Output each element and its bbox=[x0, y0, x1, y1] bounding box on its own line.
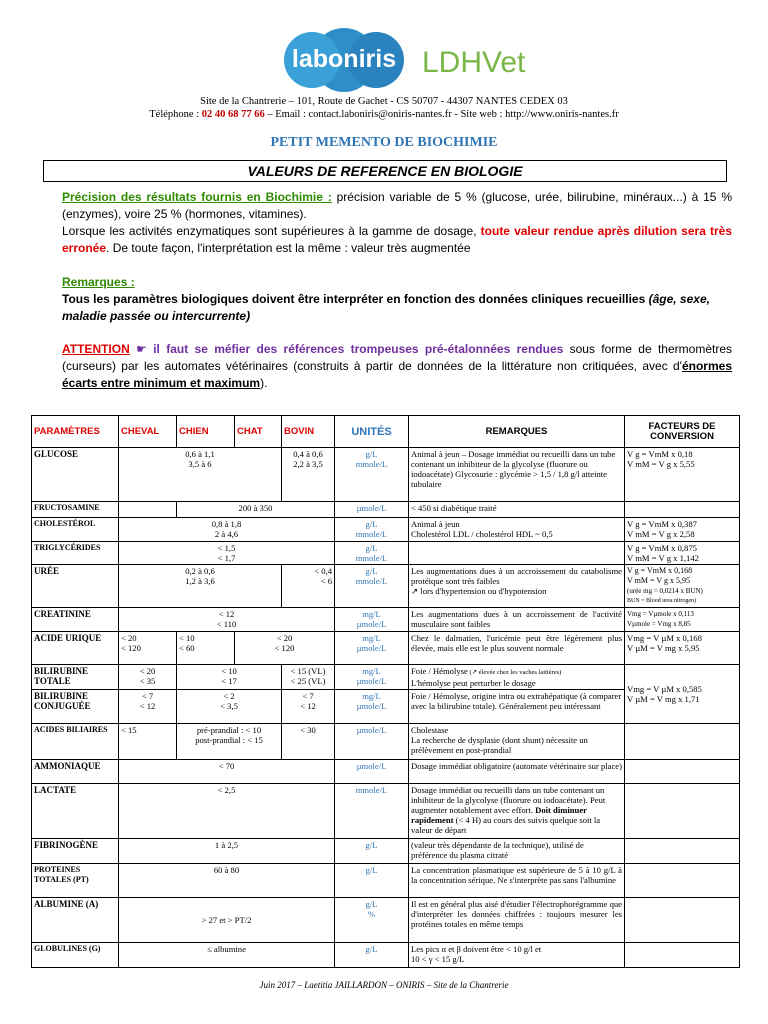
unit-line: mg/L bbox=[362, 666, 381, 676]
precision-paragraph bbox=[62, 189, 732, 257]
value-line: < 12 bbox=[139, 701, 156, 711]
unit-line: g/L bbox=[365, 543, 378, 553]
factor-line: Vµmole = Vmg x 8,85 bbox=[627, 620, 691, 628]
value-line: 1,2 à 3,6 bbox=[185, 576, 215, 586]
unit-line: % bbox=[367, 909, 376, 919]
value-cell: 200 à 350 bbox=[177, 502, 335, 518]
factor-line: V µM = V mg x 5,95 bbox=[627, 643, 700, 653]
factor-line: (urée mg = 0,0214 x BUN) bbox=[627, 587, 703, 595]
col-header-bovin: BOVIN bbox=[282, 416, 335, 448]
unit-line: mg/L bbox=[362, 633, 381, 643]
attention-paragraph bbox=[62, 341, 732, 392]
value-cell bbox=[235, 632, 335, 665]
unit-line: mg/L bbox=[362, 609, 381, 619]
value-cell bbox=[119, 665, 177, 690]
precision-text: précision variable de 5 % (glucose, urée, bilirubine, minéraux...) à 15 % (enzymes), voire 25 % (hormones, vitamines). bbox=[62, 190, 732, 221]
unit-line: µmole/L bbox=[356, 676, 387, 686]
unit-line: µmole/L bbox=[356, 619, 387, 629]
factor-line: Vmg = V µM x 0,585 bbox=[627, 684, 702, 694]
table-row bbox=[32, 518, 740, 542]
factor-line: V g = VmM x 0,387 bbox=[627, 519, 697, 529]
value-line: < 3,5 bbox=[220, 701, 238, 711]
param-name bbox=[32, 690, 119, 724]
factor-cell bbox=[625, 943, 740, 968]
factor-cell bbox=[625, 542, 740, 565]
phone-number: 02 40 68 77 66 bbox=[201, 109, 265, 120]
unit-line: g/L bbox=[365, 519, 378, 529]
param-name: CHOLESTÉROL bbox=[32, 518, 119, 542]
table-row bbox=[32, 943, 740, 968]
param-name: LACTATE bbox=[32, 784, 119, 839]
remarques-text-a: Tous les paramètres biologiques doivent être interpréter en fonction des données cliniques recueillies bbox=[62, 292, 649, 306]
remark-cell: Chez le dalmatien, l'uricémie peut être légèrement plus élevée, mais elle est le plus souvent normale bbox=[409, 632, 625, 665]
value-line: < 1,7 bbox=[217, 553, 236, 563]
param-name: GLOBULINES (G) bbox=[32, 943, 119, 968]
param-name: GLUCOSE bbox=[32, 448, 119, 502]
factor-line: V µM = V mg x 1,71 bbox=[627, 694, 700, 704]
table-row bbox=[32, 864, 740, 898]
remark-line bbox=[411, 666, 622, 678]
unit-cell: µmole/L bbox=[335, 502, 409, 518]
param-name: TRIGLYCÉRIDES bbox=[32, 542, 119, 565]
ldhvet-logo-text: LDHVet bbox=[422, 46, 526, 79]
remark-line: Cholestase bbox=[411, 725, 449, 735]
value-line: < 25 (VL) bbox=[290, 676, 326, 686]
value-line: < 20 bbox=[139, 666, 156, 676]
factor-cell bbox=[625, 518, 740, 542]
unit-cell: g/L bbox=[335, 864, 409, 898]
value-cell bbox=[177, 724, 282, 760]
value-line: 0,2 à 0,6 bbox=[185, 566, 215, 576]
table-row bbox=[32, 502, 740, 518]
attention-text: sous forme de thermomètres (curseurs) par les automates vétérinaires (construits à partir de données de la littérature non critiquées, avec d' bbox=[62, 342, 732, 373]
factor-cell bbox=[625, 665, 740, 724]
unit-line: mmole/L bbox=[355, 459, 388, 469]
remark-cell bbox=[409, 518, 625, 542]
value-cell bbox=[119, 608, 335, 632]
value-line: < 20 bbox=[121, 633, 137, 643]
param-name-line: TOTALES (PT) bbox=[34, 875, 89, 884]
value-line: 3,5 à 6 bbox=[188, 459, 212, 469]
value-cell: 1 à 2,5 bbox=[119, 839, 335, 864]
lab-contact bbox=[0, 108, 768, 121]
param-name: AMMONIAQUE bbox=[32, 760, 119, 784]
table-row bbox=[32, 542, 740, 565]
table-row bbox=[32, 839, 740, 864]
col-header-chien: CHIEN bbox=[177, 416, 235, 448]
unit-cell bbox=[335, 448, 409, 502]
factor-cell bbox=[625, 839, 740, 864]
value-cell: < 2,5 bbox=[119, 784, 335, 839]
param-name: ACIDE URIQUE bbox=[32, 632, 119, 665]
value-line: 0,4 à 0,6 bbox=[293, 449, 323, 459]
ldhvet-logo bbox=[420, 38, 535, 84]
table-row bbox=[32, 448, 740, 502]
col-header-param: PARAMÈTRES bbox=[32, 416, 119, 448]
table-row bbox=[32, 565, 740, 608]
value-line: < 10 bbox=[221, 666, 237, 676]
value-cell bbox=[119, 632, 177, 665]
unit-line: g/L bbox=[365, 566, 378, 576]
unit-cell: µmole/L bbox=[335, 724, 409, 760]
attention-bold: énormes écarts entre minimum et maximum bbox=[62, 359, 732, 390]
factor-line: V g = VmM x 0,875 bbox=[627, 543, 697, 553]
precision-line2-red: toute valeur rendue après dilution sera très erronée bbox=[62, 224, 732, 255]
value-line: < 120 bbox=[274, 643, 295, 653]
factor-cell bbox=[625, 898, 740, 943]
param-name: ACIDES BILIAIRES bbox=[32, 724, 119, 760]
unit-line: mmole/L bbox=[355, 529, 388, 539]
remark-cell bbox=[409, 724, 625, 760]
value-cell bbox=[282, 565, 335, 608]
reference-values-table bbox=[31, 415, 740, 968]
value-cell bbox=[119, 518, 335, 542]
precision-line2-b: . De toute façon, l'interprétation est la même : valeur très augmentée bbox=[106, 241, 471, 255]
remark-text: Dosage immédiat ou recueilli dans un tube contenant un inhibiteur de la glycolyse (fluorure ou iodoacétate). Peut augmenter notablement avec effort. bbox=[411, 785, 606, 815]
factor-line: V mM = V g x 5,95 bbox=[627, 576, 690, 585]
param-name-line: BILIRUBINE bbox=[34, 666, 89, 676]
factor-cell bbox=[625, 760, 740, 784]
col-header-facteurs: FACTEURS DE CONVERSION bbox=[625, 416, 740, 448]
col-header-chat: CHAT bbox=[235, 416, 282, 448]
page-footer: Juin 2017 – Laetitia JAILLARDON – ONIRIS – Site de la Chantrerie bbox=[259, 980, 509, 990]
param-name-line: TOTALE bbox=[34, 676, 71, 686]
value-line: < 17 bbox=[221, 676, 237, 686]
col-header-remarques: REMARQUES bbox=[409, 416, 625, 448]
value-line: < 60 bbox=[179, 643, 195, 653]
value-line: pré-prandial : < 10 bbox=[196, 725, 262, 735]
precision-line2-a: Lorsque les activités enzymatiques sont supérieures à la gamme de dosage, bbox=[62, 224, 481, 238]
param-name-line: BILIRUBINE bbox=[34, 691, 89, 701]
param-name-line: PROTEINES bbox=[34, 865, 81, 874]
param-name: FIBRINOGÈNE bbox=[32, 839, 119, 864]
value-cell: 60 à 80 bbox=[119, 864, 335, 898]
page-title: PETIT MEMENTO DE BIOCHIMIE bbox=[270, 135, 498, 150]
remarques-paragraph bbox=[62, 274, 732, 325]
value-line: < 12 bbox=[300, 701, 316, 711]
unit-cell bbox=[335, 632, 409, 665]
table-row bbox=[32, 665, 740, 690]
factor-line: Vmg = Vµmole x 0,113 bbox=[627, 610, 694, 618]
remark-cell: Animal à jeun – Dosage immédiat ou recueilli dans un tube contenant un inhibiteur de la glycolyse (fluorure ou iodoacétate) Glycosurie : glycémie > 1,5 / 1,8 g/l atteinte tubulaire bbox=[409, 448, 625, 502]
unit-line: µmole/L bbox=[356, 643, 387, 653]
laboniris-logo bbox=[278, 27, 410, 93]
unit-line: g/L bbox=[365, 449, 378, 459]
lab-address: Site de la Chantrerie – 101, Route de Gachet - CS 50707 - 44307 NANTES CEDEX 03 bbox=[200, 96, 568, 107]
unit-cell bbox=[335, 690, 409, 724]
unit-cell bbox=[335, 608, 409, 632]
factor-cell bbox=[625, 502, 740, 518]
value-line: < 35 bbox=[139, 676, 156, 686]
table-row bbox=[32, 632, 740, 665]
factor-cell bbox=[625, 608, 740, 632]
contact-rest: – Email : contact.laboniris@oniris-nantes.fr - Site web : http://www.oniris-nantes.fr bbox=[264, 109, 619, 120]
table-row bbox=[32, 760, 740, 784]
unit-cell: µmole/L bbox=[335, 760, 409, 784]
value-line: 2 à 4,6 bbox=[214, 529, 239, 539]
remarques-text-b: (âge, sexe, maladie passée ou intercurrente) bbox=[62, 292, 710, 323]
table-header-row bbox=[32, 416, 740, 448]
remark-cell: (valeur très dépendante de la technique), utilisé de préférence du plasma citraté bbox=[409, 839, 625, 864]
remark-cell: Foie / Hémolyse, origine intra ou extrahépatique (à comparer avec la bilirubine totale). Généralement peu intéressant bbox=[409, 690, 625, 724]
value-cell bbox=[177, 665, 282, 690]
factor-cell bbox=[625, 784, 740, 839]
unit-cell bbox=[335, 565, 409, 608]
precision-label: Précision des résultats fournis en Biochimie : bbox=[62, 190, 332, 204]
remark-line: La recherche de dysplasie (dont shunt) nécessite un prélèvement en post-prandial bbox=[411, 735, 588, 755]
value-cell bbox=[282, 690, 335, 724]
pointing-hand-icon: ☛ bbox=[136, 342, 147, 356]
factor-cell bbox=[625, 724, 740, 760]
remark-cell bbox=[409, 565, 625, 608]
remark-line: ↗ lors d'hypertension ou d'hypotension bbox=[411, 586, 547, 596]
col-header-unites: UNITÉS bbox=[335, 416, 409, 448]
table-row bbox=[32, 724, 740, 760]
value-cell bbox=[119, 542, 335, 565]
remark-text: (< 4 H) au cours des suivis quelque soit la valeur de départ bbox=[411, 815, 601, 835]
remark-cell bbox=[409, 542, 625, 565]
param-name bbox=[32, 864, 119, 898]
value-line: < 12 bbox=[218, 609, 235, 619]
remark-bold: Doit diminuer rapidement bbox=[411, 805, 587, 825]
unit-cell bbox=[335, 898, 409, 943]
unit-cell: g/L bbox=[335, 839, 409, 864]
value-line: < 7 bbox=[141, 691, 154, 701]
value-line: < 15 (VL) bbox=[290, 666, 326, 676]
remarques-label: Remarques : bbox=[62, 275, 135, 289]
value-cell: < 30 bbox=[282, 724, 335, 760]
value-line: 0,8 à 1,8 bbox=[211, 519, 242, 529]
unit-cell bbox=[335, 665, 409, 690]
remark-line: Les augmentations dues à un accroissement du catabolisme protéique sont très faibles bbox=[411, 566, 622, 586]
value-cell bbox=[177, 632, 235, 665]
value-cell bbox=[282, 665, 335, 690]
value-cell bbox=[282, 448, 335, 502]
value-cell bbox=[119, 502, 177, 518]
factor-line: V mM = V g x 2,58 bbox=[627, 529, 695, 539]
attention-end: ). bbox=[260, 376, 268, 390]
factor-line: Vmg = V µM x 0,168 bbox=[627, 633, 702, 643]
remark-line: Cholestérol LDL / cholestérol HDL ~ 0,5 bbox=[411, 529, 553, 539]
remark-cell bbox=[409, 943, 625, 968]
value-cell: < 70 bbox=[119, 760, 335, 784]
value-cell bbox=[119, 565, 282, 608]
table-row bbox=[32, 898, 740, 943]
param-name: CREATININE bbox=[32, 608, 119, 632]
unit-cell bbox=[335, 542, 409, 565]
remark-line: Animal à jeun bbox=[411, 519, 460, 529]
phone-label: Téléphone : bbox=[149, 109, 202, 120]
attention-label: ATTENTION bbox=[62, 342, 130, 356]
factor-line: V g = VmM x 0,168 bbox=[627, 566, 693, 575]
remark-cell: La concentration plasmatique est supérieure de 5 à 10 g/L à la concentration sérique. Ne s'interprète pas sans l'albumine bbox=[409, 864, 625, 898]
param-name-line: CONJUGUÉE bbox=[34, 701, 91, 711]
value-line: 0,6 à 1,1 bbox=[185, 449, 215, 459]
factor-cell bbox=[625, 864, 740, 898]
value-cell: < 15 bbox=[119, 724, 177, 760]
value-line: < 6 bbox=[320, 576, 332, 586]
remark-cell bbox=[409, 665, 625, 690]
table-row bbox=[32, 784, 740, 839]
remark-cell: Dosage immédiat obligatoire (automate vétérinaire sur place) bbox=[409, 760, 625, 784]
unit-line: mmole/L bbox=[355, 576, 388, 586]
unit-line: g/L bbox=[365, 899, 378, 909]
value-line: < 2 bbox=[223, 691, 235, 701]
value-cell: > 27 et > PT/2 bbox=[119, 898, 335, 943]
unit-line: µmole/L bbox=[356, 701, 387, 711]
value-line: 2,2 à 3,5 bbox=[293, 459, 323, 469]
value-line: < 120 bbox=[121, 643, 141, 653]
value-cell bbox=[119, 448, 282, 502]
value-line: < 0,4 bbox=[314, 566, 332, 576]
unit-cell: g/L bbox=[335, 943, 409, 968]
col-header-cheval: CHEVAL bbox=[119, 416, 177, 448]
factor-line: V mM = V g x 5,55 bbox=[627, 459, 695, 469]
remark-line: Les pics α et β doivent être < 10 g/l et bbox=[411, 944, 542, 954]
remark-cell: Les augmentations dues à un accroissement de l'activité musculaire sont faibles bbox=[409, 608, 625, 632]
param-name: FRUCTOSAMINE bbox=[32, 502, 119, 518]
value-line: < 1,5 bbox=[217, 543, 236, 553]
value-line: < 110 bbox=[216, 619, 237, 629]
value-cell: ≤ albumine bbox=[119, 943, 335, 968]
remark-cell: < 450 si diabétique traité bbox=[409, 502, 625, 518]
remark-text: Foie / Hémolyse bbox=[411, 666, 468, 676]
unit-line: mmole/L bbox=[355, 553, 388, 563]
remark-cell bbox=[409, 784, 625, 839]
remark-cell: Il est en général plus aisé d'étudier l'électrophorégramme que d'interpréter les données chiffrées : toujours mesurer les protéines totales en même temps bbox=[409, 898, 625, 943]
value-cell bbox=[177, 690, 282, 724]
unit-cell: mmole/L bbox=[335, 784, 409, 839]
attention-purple: il faut se méfier des références trompeuses pré-étalonnées rendues bbox=[146, 342, 564, 356]
value-line: < 10 bbox=[179, 633, 195, 643]
unit-cell bbox=[335, 518, 409, 542]
factor-cell bbox=[625, 448, 740, 502]
param-name bbox=[32, 665, 119, 690]
factor-line: V mM = V g x 1,142 bbox=[627, 553, 699, 563]
unit-line: mg/L bbox=[362, 691, 381, 701]
remark-line: L'hémolyse peut perturber le dosage bbox=[411, 678, 536, 688]
value-cell bbox=[119, 690, 177, 724]
value-line: post-prandial : < 15 bbox=[195, 735, 263, 745]
factor-cell bbox=[625, 565, 740, 608]
value-line: < 20 bbox=[276, 633, 293, 643]
factor-line: BUN = Blood urea nitrogen) bbox=[627, 598, 697, 604]
param-name: ALBUMINE (A) bbox=[32, 898, 119, 943]
table-row bbox=[32, 608, 740, 632]
section-header-box: VALEURS DE REFERENCE EN BIOLOGIE bbox=[43, 160, 727, 182]
factor-line: V g = VmM x 0,18 bbox=[627, 449, 693, 459]
value-line: < 7 bbox=[302, 691, 314, 701]
laboniris-logo-text: laboniris bbox=[291, 45, 397, 73]
factor-cell bbox=[625, 632, 740, 665]
remark-small: (↗ élevée chez les vaches laitières) bbox=[467, 669, 562, 676]
remark-line: 10 < γ < 15 g/L bbox=[411, 954, 465, 964]
param-name: URÉE bbox=[32, 565, 119, 608]
